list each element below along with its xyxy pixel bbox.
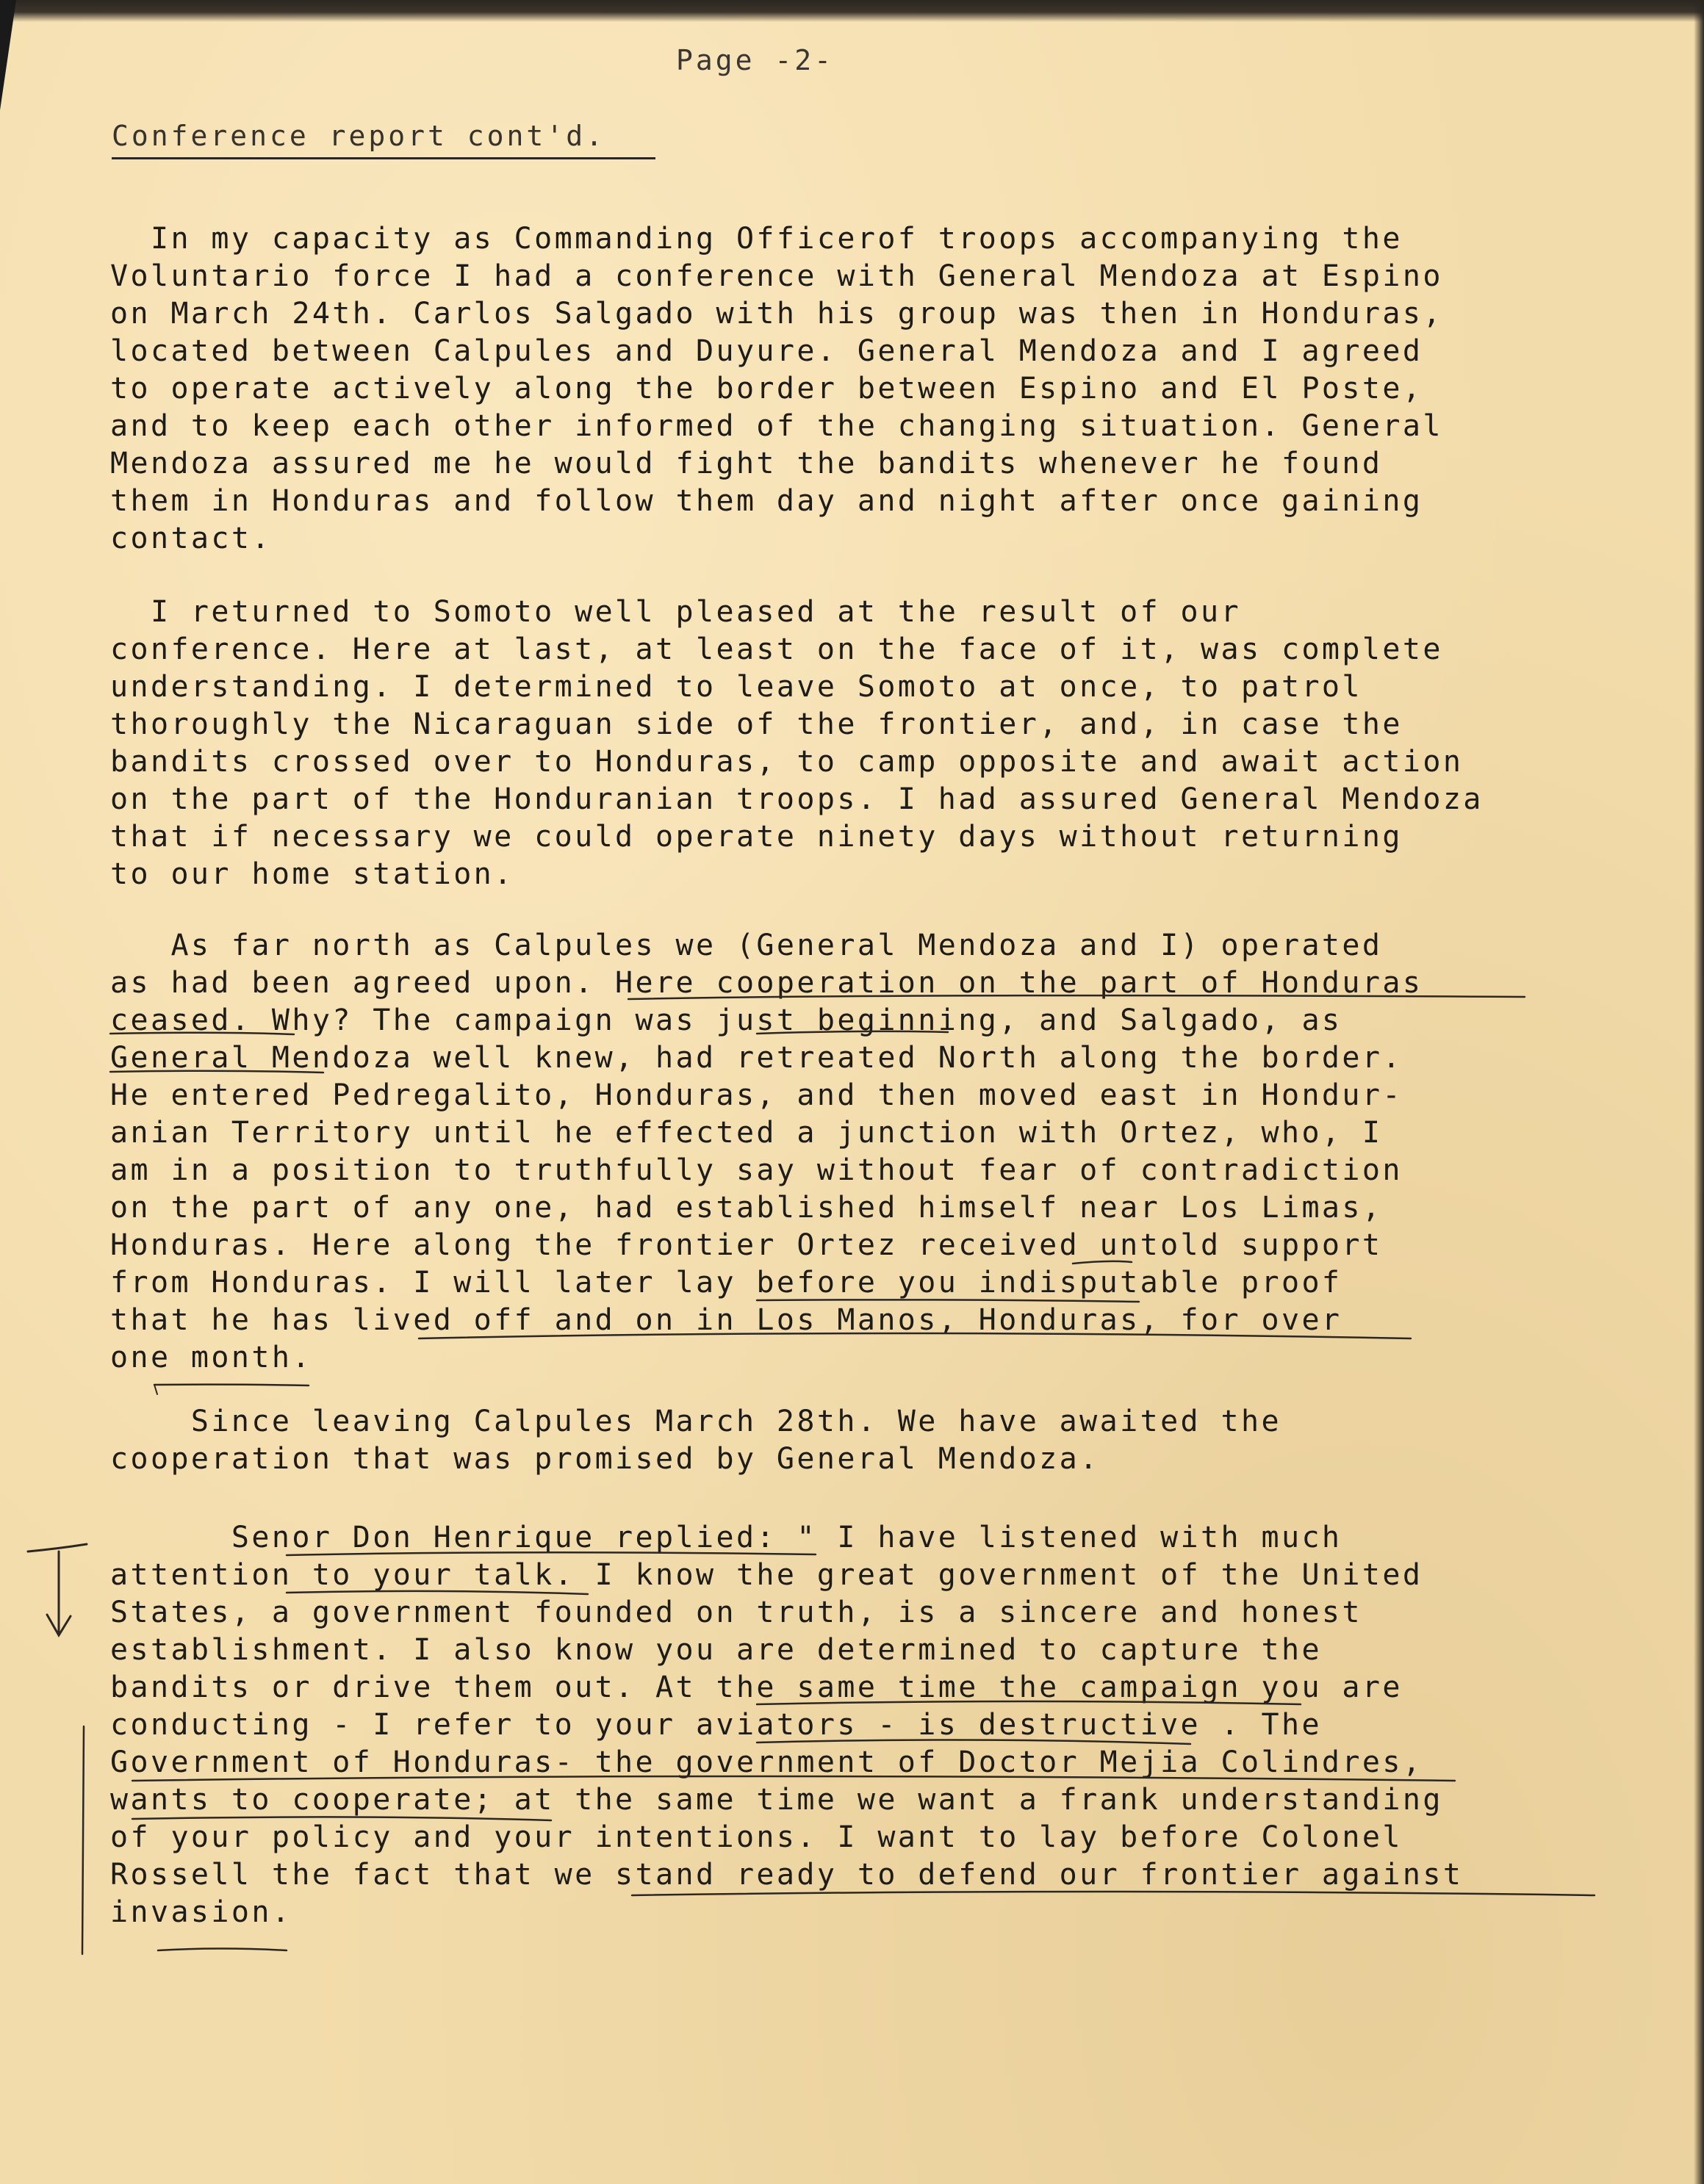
pencil-underline xyxy=(158,1949,287,1951)
pencil-underline xyxy=(154,1385,157,1394)
text-line: conference. Here at last, at least on the face of it, was complete xyxy=(110,633,1443,666)
text-line: invasion. xyxy=(110,1895,292,1929)
text-line: anian Territory until he effected a junction with Ortez, who, I xyxy=(110,1116,1383,1150)
text-line: ceased. Why? The campaign was just beginning, and Salgado, as xyxy=(110,1003,1342,1037)
heading-underline xyxy=(112,157,655,159)
paragraph-cooperation-ceased xyxy=(110,927,1423,1377)
margin-arrow-mark xyxy=(47,1615,71,1635)
paragraph-return-somoto xyxy=(110,594,1484,893)
text-line: them in Honduras and follow them day and night after once gaining xyxy=(110,484,1423,518)
text-line: bandits or drive them out. At the same time the campaign you are xyxy=(110,1671,1403,1704)
text-line: located between Calpules and Duyure. General Mendoza and I agreed xyxy=(110,334,1423,368)
text-line: Since leaving Calpules March 28th. We have awaited the xyxy=(110,1405,1281,1438)
text-line: conducting - I refer to your aviators - is destructive . The xyxy=(110,1708,1322,1742)
text-line: as had been agreed upon. Here cooperation on the part of Honduras xyxy=(110,966,1423,1000)
text-line: In my capacity as Commanding Officerof troops accompanying the xyxy=(110,222,1403,256)
margin-bracket-mark xyxy=(28,1544,87,1551)
text-line: attention to your talk. I know the great government of the United xyxy=(110,1558,1423,1592)
text-line: As far north as Calpules we (General Mendoza and I) operated xyxy=(110,929,1383,962)
paragraph-henrique-reply xyxy=(110,1519,1463,1931)
paragraph-conference-espino xyxy=(110,220,1443,558)
text-line: on the part of any one, had established himself near Los Limas, xyxy=(110,1191,1383,1225)
text-line: He entered Pedregalito, Honduras, and then moved east in Hondur- xyxy=(110,1078,1403,1112)
text-line: on March 24th. Carlos Salgado with his group was then in Honduras, xyxy=(110,297,1443,331)
text-line: Rossell the fact that we stand ready to defend our frontier against xyxy=(110,1858,1464,1892)
text-line: contact. xyxy=(110,522,272,555)
text-line: to our home station. xyxy=(110,857,514,891)
text-line: Mendoza assured me he would fight the bandits whenever he found xyxy=(110,447,1383,480)
text-line: cooperation that was promised by General Mendoza. xyxy=(110,1442,1100,1476)
text-line: that if necessary we could operate ninety days without returning xyxy=(110,820,1403,854)
text-line: Senor Don Henrique replied: " I have listened with much xyxy=(110,1521,1342,1554)
text-line: bandits crossed over to Honduras, to camp opposite and await action xyxy=(110,745,1464,779)
page-corner-fold xyxy=(0,0,16,110)
page-right-edge xyxy=(1694,0,1704,2184)
text-line: Voluntario force I had a conference with General Mendoza at Espino xyxy=(110,259,1443,293)
text-line: that he has lived off and on in Los Manos, Honduras, for over xyxy=(110,1303,1342,1337)
text-line: am in a position to truthfully say without fear of contradiction xyxy=(110,1153,1403,1187)
text-line: on the part of the Honduranian troops. I had assured General Mendoza xyxy=(110,782,1484,816)
page-number: Page -2- xyxy=(676,44,835,76)
text-line: Government of Honduras- the government of Doctor Mejia Colindres, xyxy=(110,1745,1423,1779)
page-top-edge xyxy=(0,0,1704,22)
text-line: and to keep each other informed of the changing situation. General xyxy=(110,409,1443,443)
text-line: thoroughly the Nicaraguan side of the frontier, and, in case the xyxy=(110,707,1403,741)
text-line: General Mendoza well knew, had retreated North along the border. xyxy=(110,1041,1403,1075)
report-heading: Conference report cont'd. xyxy=(112,120,605,152)
text-line: understanding. I determined to leave Somoto at once, to patrol xyxy=(110,670,1362,704)
text-line: of your policy and your intentions. I want to lay before Colonel xyxy=(110,1820,1403,1854)
margin-line-mark xyxy=(82,1726,84,1954)
text-line: one month. xyxy=(110,1341,312,1374)
text-line: to operate actively along the border between Espino and El Poste, xyxy=(110,372,1423,406)
text-line: Honduras. Here along the frontier Ortez received untold support xyxy=(110,1228,1383,1262)
paragraph-since-leaving-calpules xyxy=(110,1403,1281,1478)
text-line: States, a government founded on truth, is a sincere and honest xyxy=(110,1596,1362,1629)
text-line: from Honduras. I will later lay before you indisputable proof xyxy=(110,1266,1342,1300)
text-line: wants to cooperate; at the same time we want a frank understanding xyxy=(110,1783,1443,1817)
text-line: establishment. I also know you are determined to capture the xyxy=(110,1633,1322,1667)
text-line: I returned to Somoto well pleased at the result of our xyxy=(110,595,1241,629)
